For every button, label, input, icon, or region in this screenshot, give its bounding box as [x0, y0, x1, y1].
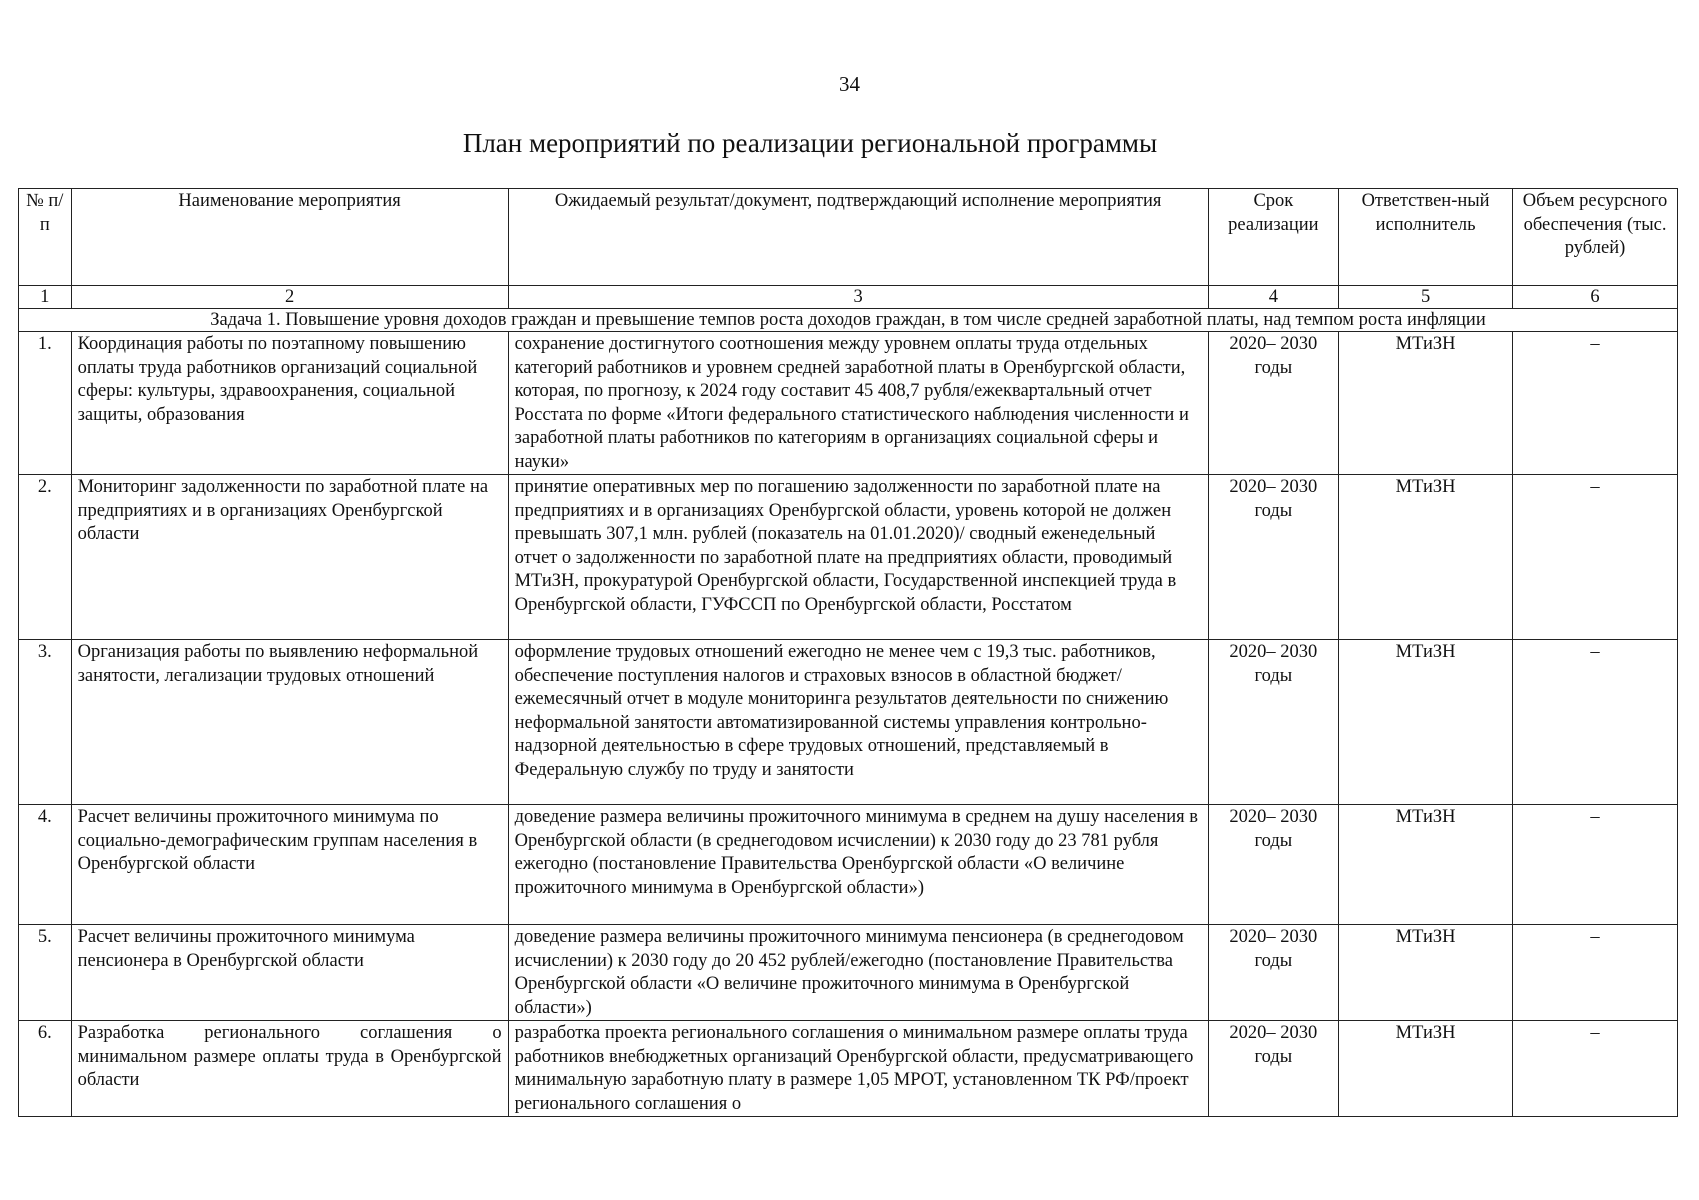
header-result: Ожидаемый результат/документ, подтверждающий исполнение мероприятия [508, 189, 1208, 286]
column-number: 1 [19, 286, 72, 309]
row-term: 2020– 2030 годы [1208, 475, 1338, 640]
row-result: оформление трудовых отношений ежегодно не менее чем с 19,3 тыс. работников, обеспечение поступления налогов и страховых взносов в областной бюджет/ежемесячный отчет в модуле мониторинга результатов деятельности по снижению неформальной занятости автоматизированной системы управления контрольно-надзорной деятельностью в сфере трудовых отношений, представляемый в Федеральную службу по труду и занятости [508, 640, 1208, 805]
row-term: 2020– 2030 годы [1208, 925, 1338, 1021]
row-responsible: МТиЗН [1339, 925, 1513, 1021]
row-term: 2020– 2030 годы [1208, 805, 1338, 925]
row-num: 3. [19, 640, 72, 805]
header-name: Наименование мероприятия [71, 189, 508, 286]
header-resources: Объем ресурсного обеспечения (тыс. рублей) [1513, 189, 1678, 286]
table-row [19, 925, 1678, 1021]
column-number: 3 [508, 286, 1208, 309]
row-responsible: МТиЗН [1339, 1021, 1513, 1117]
row-name: Разработка регионального соглашения о минимальном размере оплаты труда в Оренбургской области [71, 1021, 508, 1117]
row-num: 2. [19, 475, 72, 640]
row-responsible: МТиЗН [1339, 805, 1513, 925]
row-resources: – [1513, 925, 1678, 1021]
header-row [19, 189, 1678, 286]
task-title: Задача 1. Повышение уровня доходов граждан и превышение темпов роста доходов граждан, в том числе средней заработной платы, над темпом роста инфляции [19, 309, 1678, 332]
row-result: разработка проекта регионального соглашения о минимальном размере оплаты труда работников внебюджетных организаций Оренбургской области, предусматривающего минимальную заработную плату в размере 1,05 МРОТ, установленном ТК РФ/проект регионального соглашения о [508, 1021, 1208, 1117]
row-result: доведение размера величины прожиточного минимума в среднем на душу населения в Оренбургской области (в среднегодовом исчислении) к 2030 году до 23 781 рубля ежегодно (постановление Правительства Оренбургской области «О величине прожиточного минимума в Оренбургской области») [508, 805, 1208, 925]
row-result: доведение размера величины прожиточного минимума пенсионера (в среднегодовом исчислении) к 2030 году до 20 452 рублей/ежегодно (постановление Правительства Оренбургской области «О величине прожиточного минимума в Оренбургской области») [508, 925, 1208, 1021]
column-number: 2 [71, 286, 508, 309]
row-resources: – [1513, 332, 1678, 475]
row-num: 5. [19, 925, 72, 1021]
row-name: Координация работы по поэтапному повышению оплаты труда работников организаций социальной сферы: культуры, здравоохранения, социальной защиты, образования [71, 332, 508, 475]
row-num: 4. [19, 805, 72, 925]
table-row [19, 805, 1678, 925]
row-name: Мониторинг задолженности по заработной плате на предприятиях и в организациях Оренбургской области [71, 475, 508, 640]
row-result: принятие оперативных мер по погашению задолженности по заработной плате на предприятиях и в организациях Оренбургской области, уровень которой не должен превышать 307,1 млн. рублей (показатель на 01.01.2020)/ сводный еженедельный отчет о задолженности по заработной плате на предприятиях области, проводимый МТиЗН, прокуратурой Оренбургской области, Государственной инспекцией труда в Оренбургской области, ГУФССП по Оренбургской области, Росстатом [508, 475, 1208, 640]
table-row [19, 1021, 1678, 1117]
row-resources: – [1513, 475, 1678, 640]
table-row [19, 332, 1678, 475]
plan-table [18, 188, 1678, 1117]
task-row [19, 309, 1678, 332]
header-term: Срок реализации [1208, 189, 1338, 286]
table-row [19, 640, 1678, 805]
column-number-row [19, 286, 1678, 309]
row-resources: – [1513, 805, 1678, 925]
column-number: 5 [1339, 286, 1513, 309]
header-num: № п/п [19, 189, 72, 286]
row-responsible: МТиЗН [1339, 332, 1513, 475]
page-number: 34 [839, 72, 860, 96]
row-num: 6. [19, 1021, 72, 1117]
row-num: 1. [19, 332, 72, 475]
column-number: 6 [1513, 286, 1678, 309]
row-name: Организация работы по выявлению неформальной занятости, легализации трудовых отношений [71, 640, 508, 805]
row-term: 2020– 2030 годы [1208, 332, 1338, 475]
header-responsible: Ответствен-ный исполнитель [1339, 189, 1513, 286]
row-name: Расчет величины прожиточного минимума пенсионера в Оренбургской области [71, 925, 508, 1021]
row-responsible: МТиЗН [1339, 640, 1513, 805]
table-row [19, 475, 1678, 640]
row-term: 2020– 2030 годы [1208, 640, 1338, 805]
row-responsible: МТиЗН [1339, 475, 1513, 640]
row-term: 2020– 2030 годы [1208, 1021, 1338, 1117]
row-result: сохранение достигнутого соотношения между уровнем оплаты труда отдельных категорий работников и уровнем средней заработной платы в Оренбургской области, которая, по прогнозу, к 2024 году составит 45 408,7 рубля/ежеквартальный отчет Росстата по форме «Итоги федерального статистического наблюдения численности и заработной платы работников по категориям в организациях социальной сферы и науки» [508, 332, 1208, 475]
row-name: Расчет величины прожиточного минимума по социально-демографическим группам населения в Оренбургской области [71, 805, 508, 925]
row-resources: – [1513, 640, 1678, 805]
column-number: 4 [1208, 286, 1338, 309]
page-title: План мероприятий по реализации региональной программы [462, 128, 1158, 158]
row-resources: – [1513, 1021, 1678, 1117]
